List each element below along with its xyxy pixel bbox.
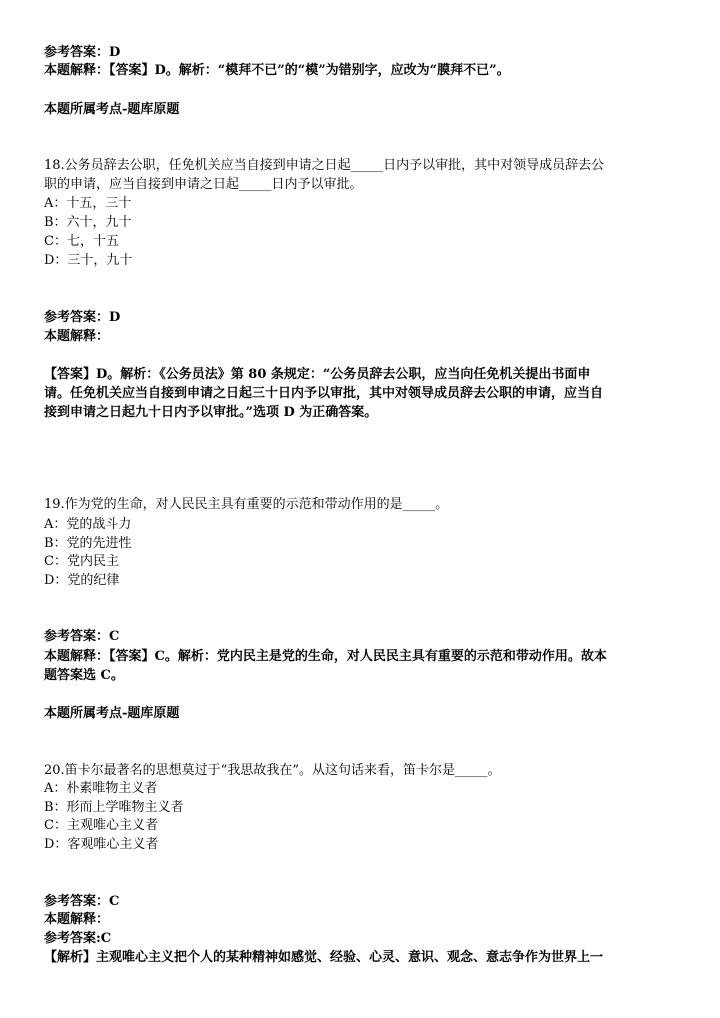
q19-option-c: C：党内民主 (44, 554, 119, 569)
q18-explanation-line-2: 请。任免机关应当自接到申请之日起三十日内予以审批，其中对领导成员辞去公职的申请，应当自 (44, 386, 604, 401)
q18-explanation-label: 本题解释： (44, 329, 110, 344)
q19-answer: 参考答案：C (44, 629, 120, 644)
q19-option-a: A：党的战斗力 (44, 517, 132, 532)
q19-explanation-line-1: 本题解释：【答案】C。解析：党内民主是党的生命，对人民民主具有重要的示范和带动作用。故本 (44, 649, 607, 664)
q19-source: 本题所属考点-题库原题 (44, 706, 180, 721)
q19-option-d: D：党的纪律 (44, 573, 120, 588)
q20-explanation-line: 【解析】主观唯心主义把个人的某种精神如感觉、经验、心灵、意识、观念、意志争作为世界上一 (44, 950, 604, 965)
q18-option-c: C：七，十五 (44, 234, 119, 249)
q20-answer-repeat: 参考答案:C (44, 931, 112, 946)
q18-explanation-line-1: 【答案】D。解析：《公务员法》第 80 条规定：“公务员辞去公职，应当向任免机关提出书面申 (44, 367, 591, 382)
q20-explanation-label: 本题解释： (44, 912, 110, 927)
q17-explanation: 本题解释：【答案】D。解析：“模拜不已”的“模”为错别字，应改为“膜拜不已”。 (44, 63, 510, 78)
q20-option-b: B：形而上学唯物主义者 (44, 800, 184, 815)
q18-option-b: B：六十，九十 (44, 215, 132, 230)
q18-stem-line-2: 职的申请，应当自接到申请之日起_____日内予以审批。 (44, 177, 363, 192)
q20-answer: 参考答案：C (44, 894, 120, 909)
q19-explanation-line-2: 题答案选 C。 (44, 668, 124, 683)
q20-option-c: C：主观唯心主义者 (44, 818, 158, 833)
q20-option-d: D：客观唯心主义者 (44, 837, 159, 852)
q18-explanation-line-3: 接到申请之日起九十日内予以审批。”选项 D 为正确答案。 (44, 405, 378, 420)
q18-option-a: A：十五，三十 (44, 196, 132, 211)
q17-source: 本题所属考点-题库原题 (44, 102, 180, 117)
q19-option-b: B：党的先进性 (44, 536, 132, 551)
q19-stem: 19.作为党的生命，对人民民主具有重要的示范和带动作用的是_____。 (44, 497, 449, 512)
q18-stem-line-1: 18.公务员辞去公职，任免机关应当自接到申请之日起_____日内予以审批，其中对领导成员辞去公 (44, 158, 605, 173)
q20-option-a: A：朴素唯物主义者 (44, 781, 158, 796)
q18-answer: 参考答案：D (44, 310, 121, 325)
q17-answer: 参考答案：D (44, 45, 121, 60)
q20-stem: 20.笛卡尔最著名的思想莫过于“我思故我在”。从这句话来看，笛卡尔是_____。 (44, 763, 501, 778)
q18-option-d: D：三十，九十 (44, 253, 133, 268)
